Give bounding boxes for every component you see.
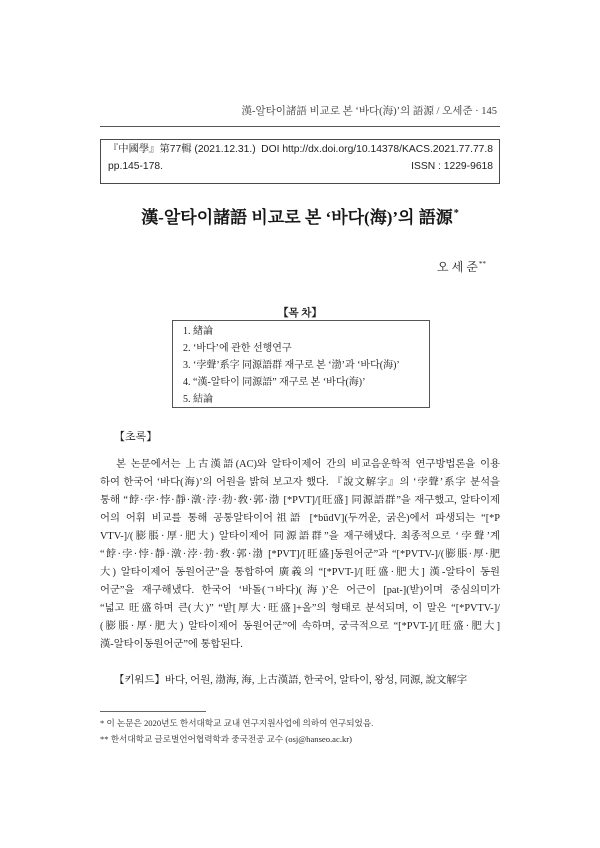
footnote: ** 한서대학교 글로벌언어협력학과 중국전공 교수 (osj@hanseo.ac.kr): [100, 734, 352, 744]
author-name: 오 세 준: [437, 260, 478, 274]
abstract-line: 漢-알타이동원어군”에 통합된다.: [100, 639, 243, 650]
doi: DOI http://dx.doi.org/10.14378/KACS.2021.77.77.8: [261, 144, 493, 155]
abstract-line: “餑·孛·悖·靜·潡·浡·勃·敎·郭·渤 [*PVT]/[旺盛]동원어군”과 “[*PVTV-]/(膨脹·厚·肥: [100, 549, 500, 560]
abstract-line: 어군”을 재구해냈다. 한국어 ‘바돌(ㄱ바다)(海)’은 어근이 [pat-](받)이며 중심의미가: [100, 585, 500, 596]
journal-pages: pp.145-178.: [108, 161, 163, 172]
title-footnote-mark: *: [453, 207, 459, 219]
toc-heading-text: 【목 차】: [272, 308, 328, 319]
footnote: * 이 논문은 2020년도 한서대학교 교내 연구지원사업에 의하여 연구되었음.: [100, 718, 374, 728]
paper-title-text: 漢-알타이諸語 비교로 본 ‘바다(海)’의 語源: [141, 208, 453, 227]
abstract-line: 어의 어휘 비교를 통해 공통알타이어祖語 [*büdV](두꺼운, 굵은)에서 파생되는 “[*P: [100, 513, 500, 524]
toc-item: 4. “漢-알타이 同源語” 재구로 본 ‘바다(海)’: [183, 377, 366, 388]
toc-item: 1. 緖論: [183, 326, 213, 337]
journal-info-box: [100, 139, 500, 184]
issn: ISSN : 1229-9618: [411, 161, 493, 172]
abstract-line: 하여 한국어 ‘바다(海)’의 어원을 밝혀 보고자 했다. 『說文解字』의 ‘孛聲’系字 분석을: [100, 477, 500, 488]
abstract-line: (膨脹·厚·肥大) 알타이제어 동원어군”에 속하며, 궁극적으로 “[*PVT-]/[旺盛·肥大]: [100, 621, 500, 632]
abstract-line: 본 논문에서는 上古漢語(AC)와 알타이제어 간의 비교음운학적 연구방법론을 이용: [116, 459, 500, 470]
author: [437, 258, 486, 278]
abstract-line: “넓고 旺盛하며 큰(大)” “받[厚大·旺盛]+올”의 형태로 분석되며, 이 말은 “[*PVTV-]/: [100, 603, 500, 614]
abstract-heading: 【초록】: [114, 431, 158, 443]
paper-title: [0, 206, 600, 233]
toc-item: 3. ‘孛聲’系字 同源語群 재구로 본 ‘渤’과 ‘바다(海)’: [183, 360, 400, 371]
journal-citation: 『中國學』第77輯 (2021.12.31.): [108, 144, 256, 155]
keywords-list: 바다, 어원, 渤海, 海, 上古漢語, 한국어, 알타이, 왕성, 同源, 說文解字: [164, 675, 468, 686]
toc-item: 2. ‘바다’에 관한 선행연구: [183, 343, 292, 354]
keywords: [114, 673, 467, 689]
keywords-heading: 【키워드】: [114, 675, 165, 686]
abstract-line: 통해 “餑·孛·悖·靜·潡·浡·勃·敎·郭·渤 [*PVT]/[旺盛] 同源語群”을 재구했고, 알타이제: [100, 495, 500, 506]
header-rule: [100, 126, 500, 127]
abstract-line: VTV-]/(膨脹·厚·肥大) 알타이제어 同源語群”을 재구해냈다. 최종적으로 ‘孛聲’계: [100, 531, 500, 542]
author-footnote-mark: **: [478, 259, 486, 268]
running-header: 漢-알타이諸語 비교로 본 ‘바다(海)’의 語源 / 오세준 · 145: [241, 106, 497, 117]
footnote-rule: [100, 711, 206, 712]
toc-heading: [0, 306, 600, 322]
toc-item: 5. 結論: [183, 394, 213, 405]
abstract-line: 大) 알타이제어 동원어군”을 통합하여 廣義의 “[*PVT-]/[旺盛·肥大] 漢-알타이 동원: [100, 567, 500, 578]
